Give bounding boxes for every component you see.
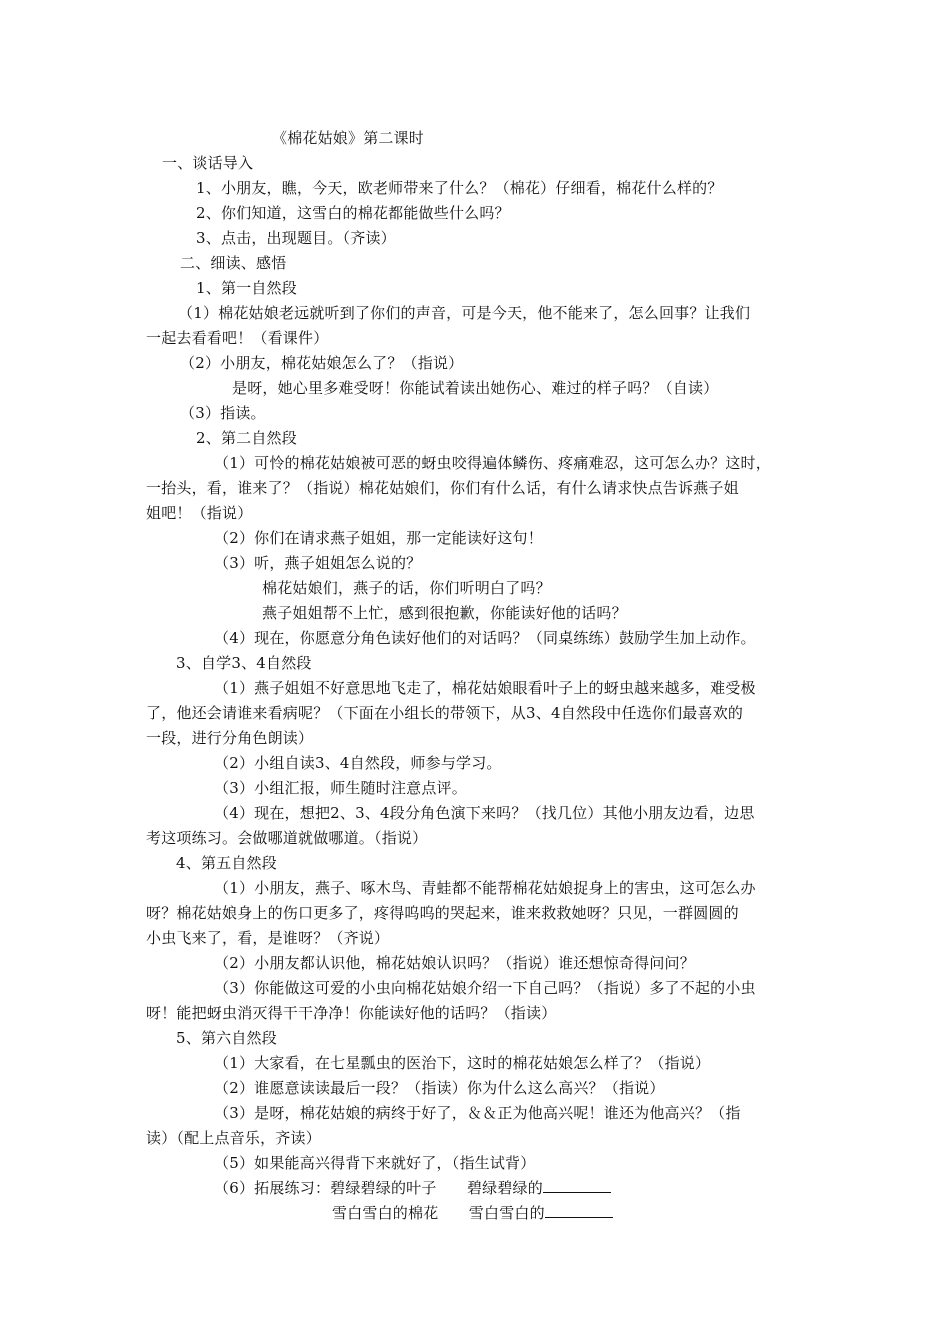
text-line: （3）是呀，棉花姑娘的病终于好了，＆＆正为他高兴呢！谁还为他高兴？（指: [214, 1104, 741, 1122]
text-line: 是呀，她心里多难受呀！你能试着读出她伤心、难过的样子吗？（自读）: [232, 379, 719, 397]
text-line: 呀？棉花姑娘身上的伤口更多了，疼得呜呜的哭起来，谁来救救她呀？只见，一群圆圆的: [146, 904, 739, 922]
text-line: （3）小组汇报，师生随时注意点评。: [214, 779, 467, 797]
text-line: 小虫飞来了，看，是谁呀？（齐说）: [146, 929, 390, 947]
text-line: 考这项练习。会做哪道就做哪道。（指说）: [146, 829, 428, 847]
text-line: 一起去看看吧！（看课件）: [146, 329, 329, 347]
text-line: 了，他还会请谁来看病呢？（下面在小组长的带领下，从3、4自然段中任选你们最喜欢的: [146, 704, 744, 722]
text-line: （4）现在，想把2、3、4段分角色演下来吗？（找几位）其他小朋友边看，边思: [214, 804, 755, 822]
fill-in-blank: [543, 1178, 611, 1193]
text-line: （3）听，燕子姐姐怎么说的？: [214, 554, 422, 572]
text-line: （5）如果能高兴得背下来就好了，（指生试背）: [214, 1154, 536, 1172]
subsection-heading: 5、第六自然段: [176, 1029, 277, 1047]
text-line: 一抬头，看，谁来了？（指说）棉花姑娘们，你们有什么话，有什么请求快点告诉燕子姐: [146, 479, 739, 497]
text-line: （2）小组自读3、4自然段，师参与学习。: [214, 754, 502, 772]
text-line: （2）小朋友都认识他，棉花姑娘认识吗？（指说）谁还想惊奇得问问？: [214, 954, 695, 972]
text-line: 一段，进行分角色朗读）: [146, 729, 314, 747]
subsection-heading: 4、第五自然段: [176, 854, 277, 872]
text-line: （2）小朋友，棉花姑娘怎么了？（指说）: [180, 354, 464, 372]
exercise-line: [332, 1203, 613, 1223]
text-line: （1）小朋友，燕子、啄木鸟、青蛙都不能帮棉花姑娘捉身上的害虫，这可怎么办: [214, 879, 756, 897]
section-heading: 一、谈话导入: [162, 154, 254, 172]
exercise-prompt: 雪白雪白的棉花 雪白雪白的: [332, 1204, 545, 1222]
text-line: 棉花姑娘们，燕子的话，你们听明白了吗？: [262, 579, 551, 597]
fill-in-blank: [545, 1203, 613, 1218]
text-line: （1）大家看，在七星瓢虫的医治下，这时的棉花姑娘怎么样了？（指说）: [214, 1054, 711, 1072]
text-line: 读）（配上点音乐，齐读）: [146, 1129, 321, 1147]
exercise-prompt: （6）拓展练习：碧绿碧绿的叶子 碧绿碧绿的: [214, 1179, 543, 1197]
text-line: （4）现在，你愿意分角色读好他们的对话吗？（同桌练练）鼓励学生加上动作。: [214, 629, 756, 647]
subsection-heading: 2、第二自然段: [196, 429, 297, 447]
text-line: （2）你们在请求燕子姐姐，那一定能读好这句！: [214, 529, 543, 547]
document-title: 《棉花姑娘》第二课时: [272, 129, 425, 147]
text-line: 姐吧！（指说）: [146, 504, 253, 522]
text-line: 燕子姐姐帮不上忙，感到很抱歉，你能读好他的话吗？: [262, 604, 627, 622]
text-line: （1）棉花姑娘老远就听到了你们的声音，可是今天，他不能来了，怎么回事？让我们: [178, 304, 751, 322]
text-line: 1、小朋友，瞧，今天，欧老师带来了什么？（棉花）仔细看，棉花什么样的？: [196, 179, 723, 197]
text-line: （1）可怜的棉花姑娘被可恶的蚜虫咬得遍体鳞伤、疼痛难忍，这可怎么办？这时，: [214, 454, 771, 472]
exercise-line: [214, 1178, 611, 1198]
text-line: （3）你能做这可爱的小虫向棉花姑娘介绍一下自己吗？（指说）多了不起的小虫: [214, 979, 756, 997]
text-line: （1）燕子姐姐不好意思地飞走了，棉花姑娘眼看叶子上的蚜虫越来越多，难受极: [214, 679, 756, 697]
text-line: 2、你们知道，这雪白的棉花都能做些什么吗？: [196, 204, 510, 222]
subsection-heading: 1、第一自然段: [196, 279, 297, 297]
text-line: （3）指读。: [180, 404, 266, 422]
text-line: 3、点击，出现题目。（齐读）: [196, 229, 396, 247]
subsection-heading: 3、自学3、4自然段: [176, 654, 312, 672]
text-line: （2）谁愿意读读最后一段？（指读）你为什么这么高兴？（指说）: [214, 1079, 665, 1097]
section-heading: 二、细读、感悟: [180, 254, 287, 272]
text-line: 呀！能把蚜虫消灭得干干净净！你能读好他的话吗？（指读）: [146, 1004, 557, 1022]
